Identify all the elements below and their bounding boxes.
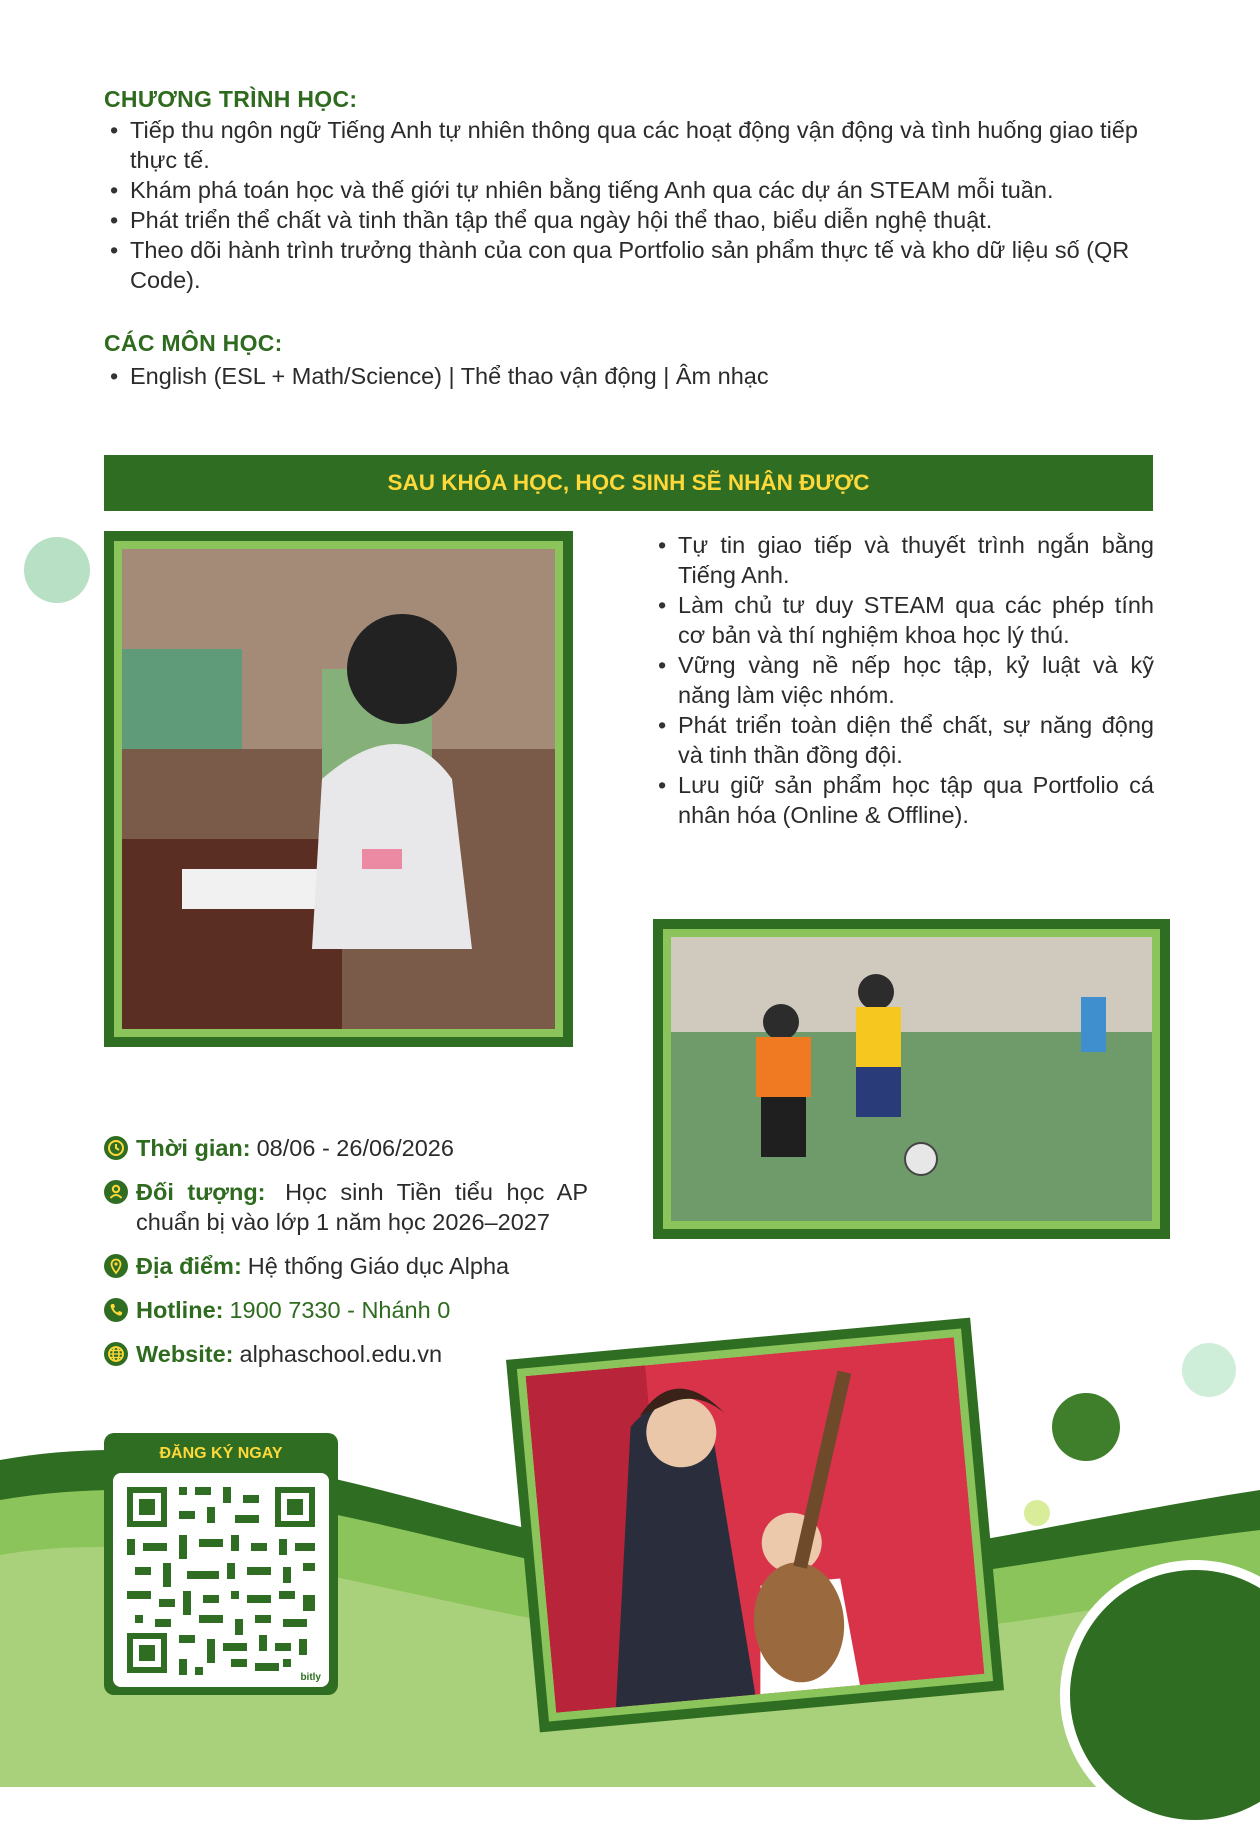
program-item: • Khám phá toán học và thế giới tự nhiên bằng tiếng Anh qua các dự án STEAM mỗi tuần. bbox=[104, 175, 1154, 205]
map-pin-icon bbox=[104, 1254, 128, 1278]
program-item: • Theo dõi hành trình trưởng thành của con qua Portfolio sản phẩm thực tế và kho dữ liệu số (QR Code). bbox=[104, 235, 1154, 295]
subjects-item: • English (ESL + Math/Science) | Thể thao vận động | Âm nhạc bbox=[104, 361, 1154, 391]
outcome-item: • Lưu giữ sản phẩm học tập qua Portfolio cá nhân hóa (Online & Offline). bbox=[652, 770, 1154, 830]
outcome-item: • Làm chủ tư duy STEAM qua các phép tính cơ bản và thí nghiệm khoa học lý thú. bbox=[652, 590, 1154, 650]
info-hotline bbox=[104, 1295, 588, 1325]
person-icon bbox=[104, 1180, 128, 1204]
audience-label: Đối tượng: bbox=[136, 1179, 266, 1205]
music-photo-frame bbox=[506, 1318, 1004, 1733]
time-label: Thời gian: bbox=[136, 1135, 251, 1161]
piano-photo bbox=[122, 549, 555, 1029]
decor-circle-left bbox=[24, 537, 90, 603]
info-location bbox=[104, 1251, 588, 1281]
hotline-value[interactable]: 1900 7330 - Nhánh 0 bbox=[229, 1297, 451, 1323]
program-item: • Phát triển thể chất và tinh thần tập thể qua ngày hội thể thao, biểu diễn nghệ thuật. bbox=[104, 205, 1154, 235]
globe-icon bbox=[104, 1342, 128, 1366]
qr-title: ĐĂNG KÝ NGAY bbox=[159, 1445, 283, 1462]
subjects-list bbox=[104, 361, 1154, 391]
clock-icon bbox=[104, 1136, 128, 1160]
outcome-item: • Phát triển toàn diện thể chất, sự năng động và tinh thần đồng đội. bbox=[652, 710, 1154, 770]
time-value: 08/06 - 26/06/2026 bbox=[256, 1135, 454, 1161]
outcomes-list bbox=[652, 530, 1154, 830]
info-audience bbox=[104, 1177, 588, 1237]
phone-icon bbox=[104, 1298, 128, 1322]
program-item: • Tiếp thu ngôn ngữ Tiếng Anh tự nhiên thông qua các hoạt động vận động và tình huống giao tiếp thực tế. bbox=[104, 115, 1154, 175]
decor-circle-small bbox=[1024, 1500, 1050, 1526]
outcomes-banner: SAU KHÓA HỌC, HỌC SINH SẼ NHẬN ĐƯỢC bbox=[104, 455, 1153, 511]
soccer-photo-frame bbox=[653, 919, 1170, 1239]
outcome-item: • Tự tin giao tiếp và thuyết trình ngắn bằng Tiếng Anh. bbox=[652, 530, 1154, 590]
program-heading: CHƯƠNG TRÌNH HỌC: bbox=[104, 86, 358, 112]
audience-value: Học sinh Tiền tiểu học AP chuẩn bị vào lớp 1 năm học 2026–2027 bbox=[136, 1179, 589, 1235]
qr-tag: bitly bbox=[300, 1672, 321, 1683]
decor-circle-right-green bbox=[1052, 1393, 1120, 1461]
qr-card[interactable] bbox=[104, 1433, 338, 1695]
piano-photo-frame bbox=[104, 531, 573, 1047]
hotline-label: Hotline: bbox=[136, 1297, 224, 1323]
website-label: Website: bbox=[136, 1341, 234, 1367]
program-list bbox=[104, 115, 1154, 295]
location-value: Hệ thống Giáo dục Alpha bbox=[247, 1253, 510, 1279]
info-time bbox=[104, 1133, 588, 1163]
website-value[interactable]: alphaschool.edu.vn bbox=[239, 1341, 443, 1367]
location-label: Địa điểm: bbox=[136, 1253, 242, 1279]
decor-circle-right-mint bbox=[1182, 1343, 1236, 1397]
outcome-item: • Vững vàng nề nếp học tập, kỷ luật và kỹ năng làm việc nhóm. bbox=[652, 650, 1154, 710]
qr-code[interactable] bbox=[113, 1473, 329, 1687]
subjects-heading: CÁC MÔN HỌC: bbox=[104, 330, 283, 356]
music-photo bbox=[526, 1337, 985, 1713]
info-block bbox=[104, 1133, 588, 1369]
soccer-photo bbox=[671, 937, 1152, 1221]
